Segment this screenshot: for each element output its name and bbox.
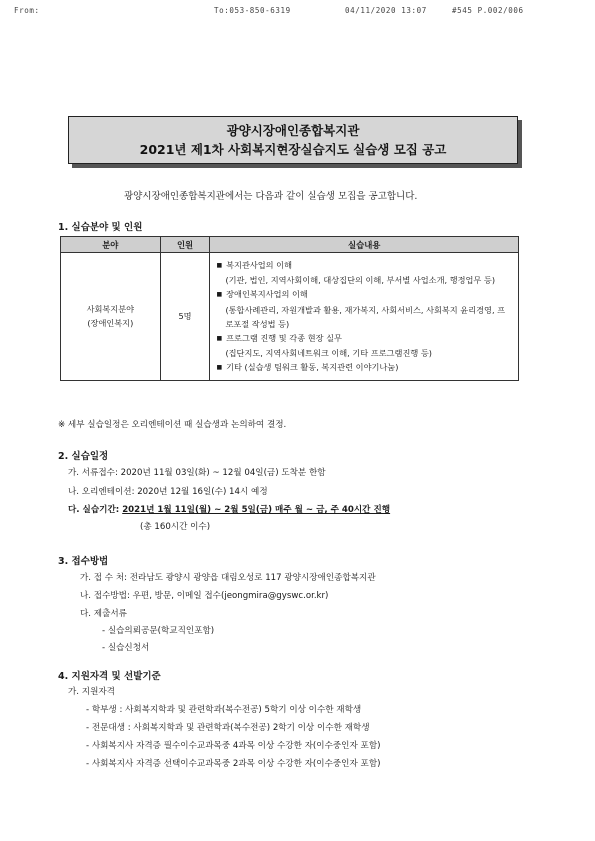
item-sub: (집단지도, 지역사회네트워크 이해, 기타 프로그램진행 등) (225, 348, 432, 359)
submission-place: 가. 접 수 처: 전라남도 광양시 광양읍 대림오성로 117 광양시장애인종합복지관 (80, 573, 376, 583)
practice-period-dates: 2021년 1월 11일(월) ~ 2월 5일(금) 매주 월 ~ 금, 주 40시간 진행 (122, 505, 391, 515)
qualification-heading: 가. 지원자격 (68, 687, 115, 697)
document-item: - 실습의뢰공문(학교직인포함) (102, 626, 215, 636)
square-bullet-icon: ■ (216, 335, 223, 343)
count-cell: 5명 (160, 253, 210, 381)
content-cell (210, 253, 519, 381)
practice-period-label: 다. 실습기간: (68, 505, 123, 515)
qualification-item: - 사회복지사 자격증 선택이수교과목중 2과목 이상 수강한 자(이수중인자 포함) (86, 759, 381, 769)
table-row (61, 253, 519, 381)
fax-page: #545 P.002/006 (452, 6, 524, 15)
list-item (216, 331, 512, 360)
item-head: 복지관사업의 이해 (226, 260, 293, 270)
qualification-item: - 학부생 : 사회복지학과 및 관련학과(복수전공) 5학기 이상 이수한 재학생 (86, 705, 362, 715)
fax-to: To:053-850-6319 (214, 6, 291, 15)
header-field: 분야 (61, 237, 161, 253)
application-period: 가. 서류접수: 2020년 11월 03일(화) ~ 12월 04일(금) 도착분 한함 (68, 468, 326, 478)
square-bullet-icon: ■ (216, 364, 223, 372)
fax-date: 04/11/2020 13:07 (345, 6, 427, 15)
header-count: 인원 (160, 237, 210, 253)
required-documents: 다. 제출서류 (80, 609, 127, 619)
qualification-item: - 사회복지사 자격증 필수이수교과목중 4과목 이상 수강한 자(이수중인자 포함) (86, 741, 381, 751)
title-announcement: 2021년 제1차 사회복지현장실습지도 실습생 모집 공고 (139, 142, 447, 157)
square-bullet-icon: ■ (216, 291, 223, 299)
title-box (68, 116, 518, 164)
item-sub: (기관, 법인, 지역사회이해, 대상집단의 이해, 부서별 사업소개, 행정업무 등) (225, 275, 496, 286)
section3-title: 3. 접수방법 (58, 556, 109, 567)
section4-title: 4. 지원자격 및 선발기준 (58, 671, 161, 682)
field-sub: (장애인복지) (87, 317, 134, 328)
intro-text: 광양시장애인종합복지관에서는 다음과 같이 실습생 모집을 공고합니다. (124, 191, 418, 202)
qualification-item: - 전문대생 : 사회복지학과 및 관련학과(복수전공) 2학기 이상 이수한 재학생 (86, 723, 370, 733)
practice-table (60, 236, 519, 381)
field-cell (61, 253, 161, 381)
header-content: 실습내용 (210, 237, 519, 253)
list-item (216, 287, 512, 331)
submission-method: 나. 접수방법: 우편, 방문, 이메일 접수(jeongmira@gyswc.or.kr) (80, 591, 329, 601)
item-sub: (통합사례관리, 자원개발과 활용, 재가복지, 사회서비스, 사회복지 윤리경영, 프로포절 작성법 등) (225, 304, 506, 329)
section2-title: 2. 실습일정 (58, 451, 109, 462)
title-organization: 광양시장애인종합복지관 (226, 123, 360, 138)
item-head: 프로그램 진행 및 각종 현장 실무 (226, 333, 342, 344)
document-item: - 실습신청서 (102, 643, 150, 653)
practice-total-hours: (총 160시간 이수) (140, 522, 211, 532)
table-header-row (61, 237, 519, 253)
item-head: 기타 (실습생 팀워크 활동, 복지관련 이야기나눔) (226, 362, 399, 373)
list-item (216, 258, 512, 287)
schedule-note: ※ 세부 실습일정은 오리엔테이션 때 실습생과 논의하여 결정. (58, 420, 287, 430)
item-head: 장애인복지사업의 이해 (226, 289, 308, 300)
section1-title: 1. 실습분야 및 인원 (58, 222, 143, 233)
fax-from: From: (14, 6, 40, 15)
square-bullet-icon: ■ (216, 262, 223, 269)
practice-period (68, 503, 390, 515)
field-name: 사회복지분야 (86, 303, 135, 314)
list-item (216, 360, 512, 375)
orientation-date: 나. 오리엔테이션: 2020년 12월 16일(수) 14시 예정 (68, 487, 268, 497)
fax-header (0, 6, 595, 20)
